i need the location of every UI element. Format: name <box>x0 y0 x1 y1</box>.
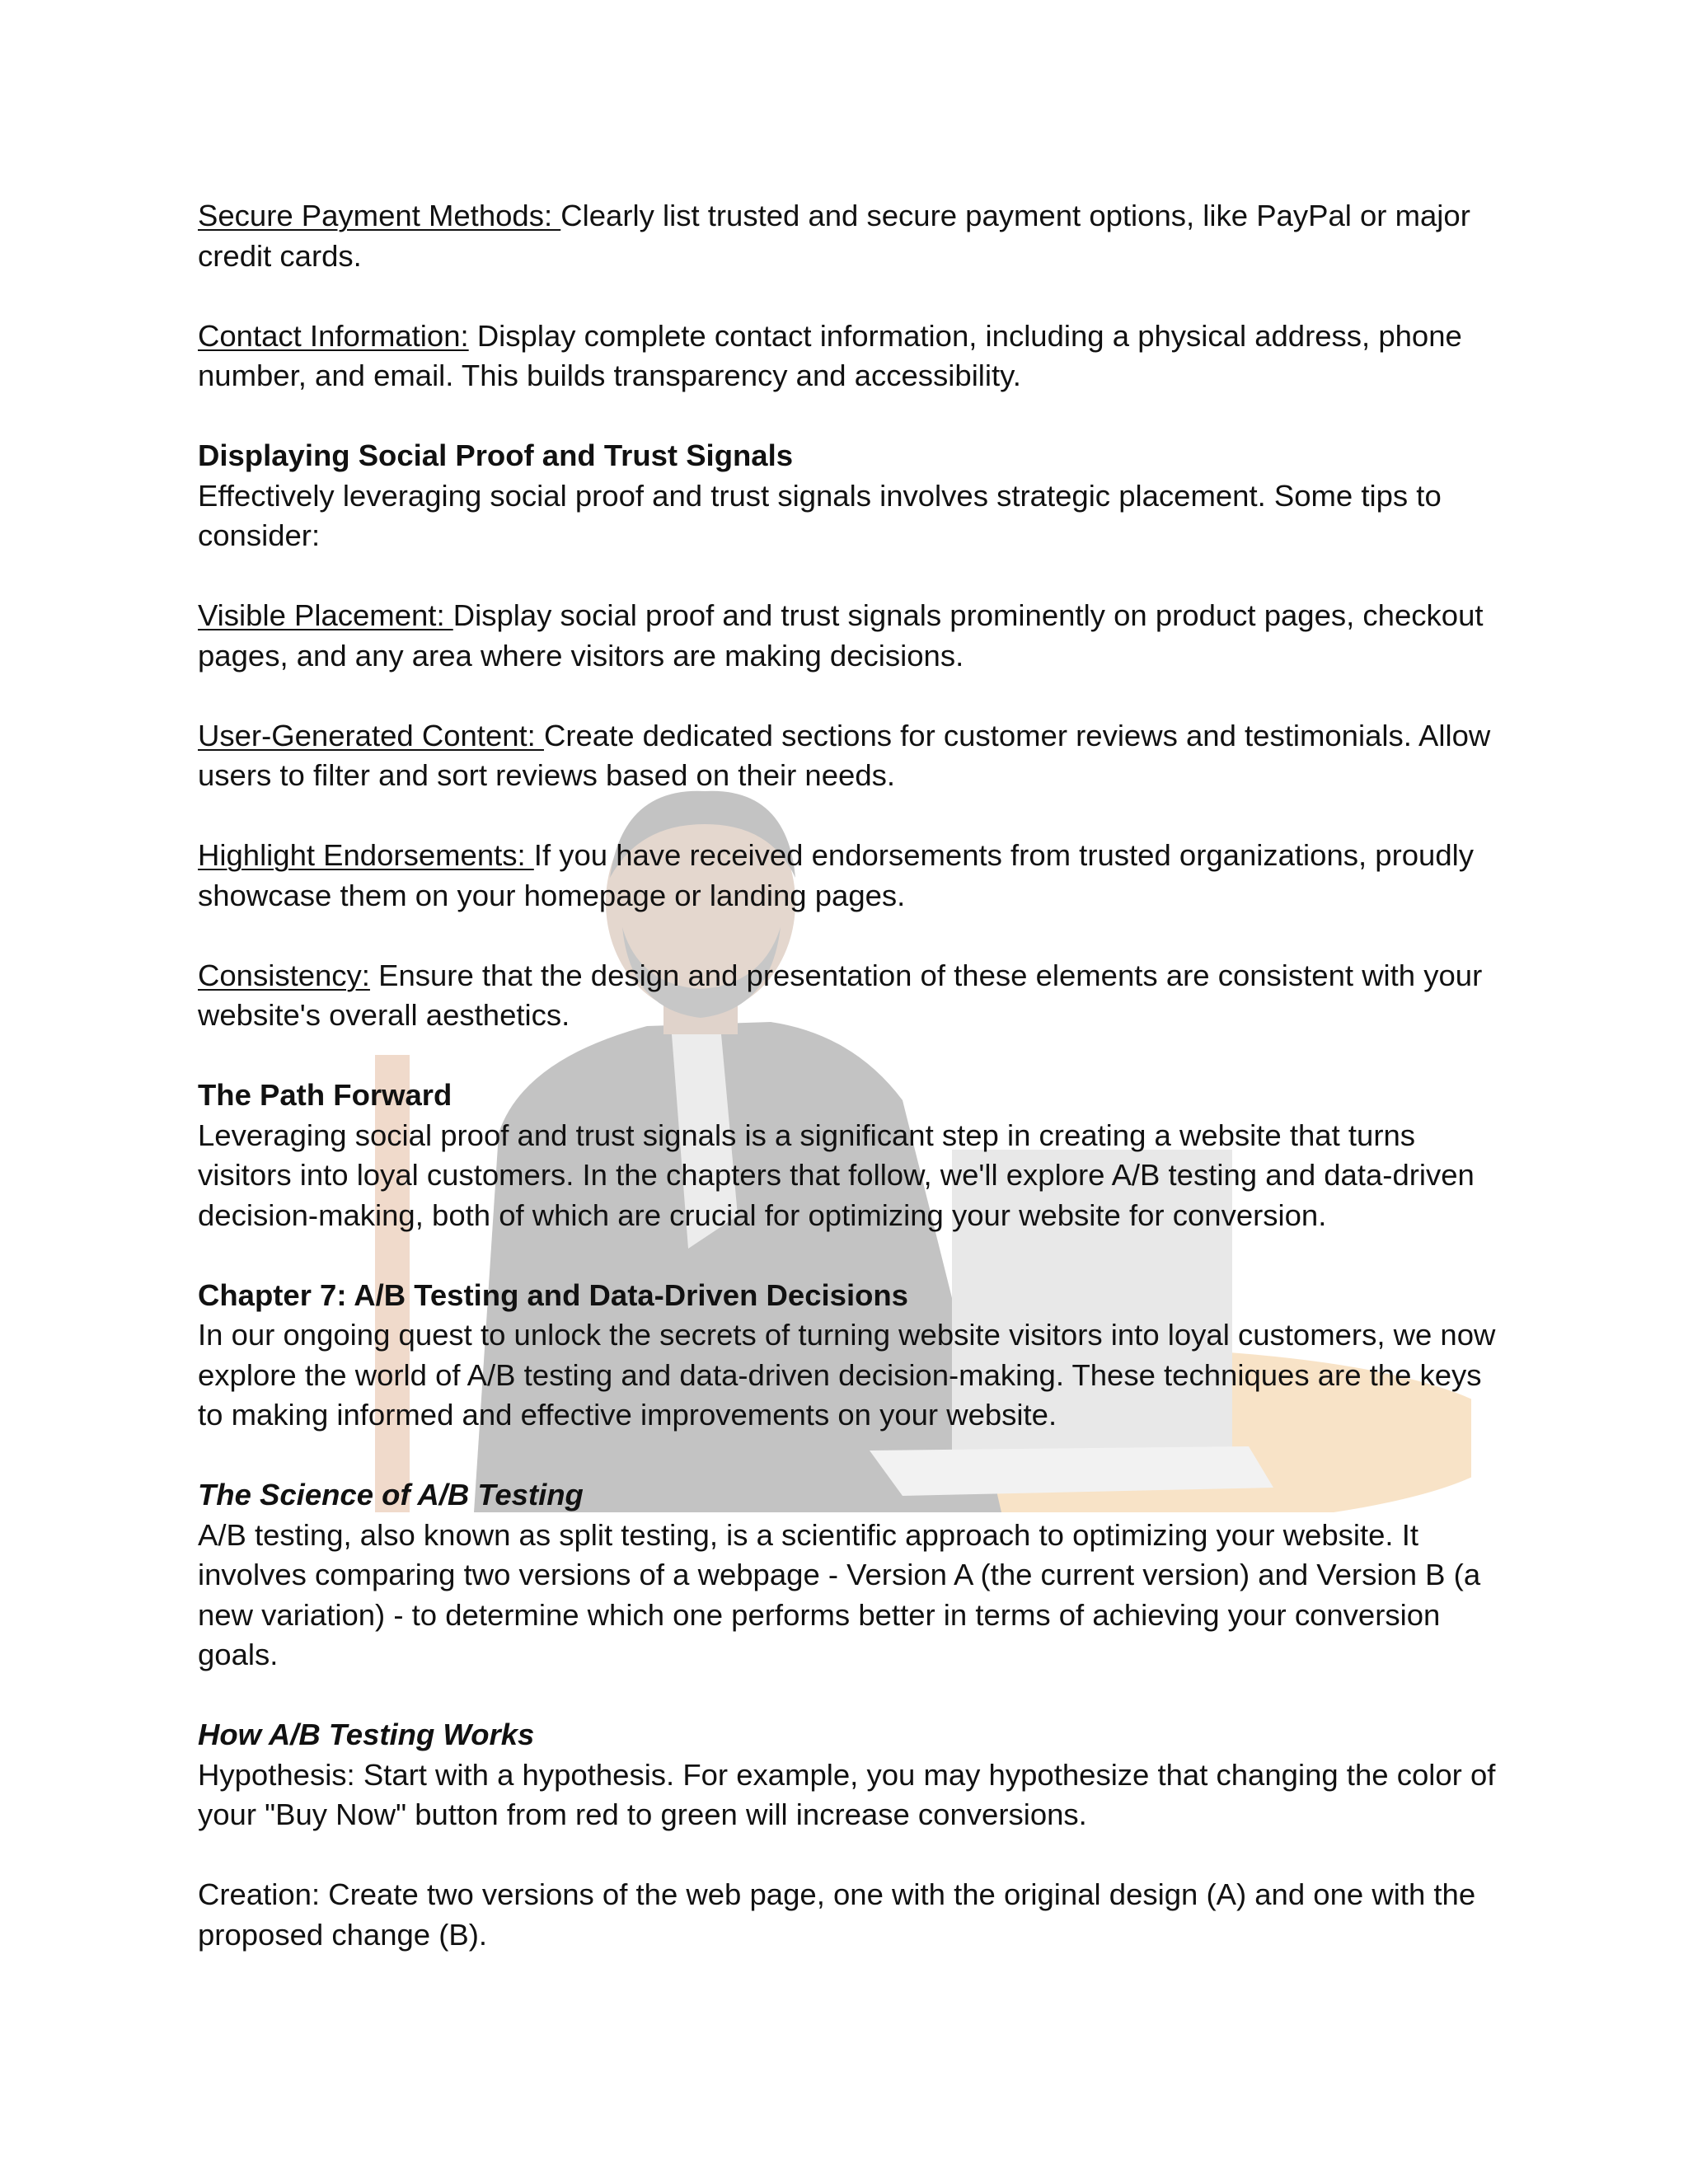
section-text: Leveraging social proof and trust signals is a significant step in creating a website that turns visitors into loyal customers. In the chapters that follow, we'll explore A/B testing and data-driven decision-making, both of which are crucial for optimizing your website for conversion. <box>198 1118 1475 1232</box>
definition-text <box>198 316 1500 396</box>
section-heading: Chapter 7: A/B Testing and Data-Driven Decisions <box>198 1277 908 1312</box>
definition-body: Display social proof and trust signals prominently on product pages, checkout pages, and any area where visitors are making decisions. <box>198 598 1484 673</box>
subsection-heading: The Science of A/B Testing <box>198 1478 584 1511</box>
section <box>198 1475 1500 1675</box>
section-text: In our ongoing quest to unlock the secrets of turning website visitors into loyal customers, we now explore the world of A/B testing and data-driven decision-making. These techniques are the keys to making informed and effective improvements on your website. <box>198 1318 1496 1432</box>
paragraph-text: Creation: Create two versions of the web page, one with the original design (A) and one with the proposed change (B). <box>198 1877 1476 1952</box>
section <box>198 1715 1500 1835</box>
document-body <box>198 196 1500 1995</box>
definition-paragraph <box>198 596 1500 676</box>
section-text: Hypothesis: Start with a hypothesis. For example, you may hypothesize that changing the color of your "Buy Now" button from red to green will increase conversions. <box>198 1757 1496 1831</box>
section <box>198 1276 1500 1436</box>
definition-paragraph <box>198 956 1500 1036</box>
definition-body: Create dedicated sections for customer reviews and testimonials. Allow users to filter and sort reviews based on their needs. <box>198 718 1491 792</box>
section-text: Effectively leveraging social proof and trust signals involves strategic placement. Some tips to consider: <box>198 478 1442 552</box>
definition-paragraph <box>198 716 1500 796</box>
definition-term: Secure Payment Methods: <box>198 199 561 232</box>
definition-text <box>198 716 1500 796</box>
section <box>198 436 1500 556</box>
definition-term: Visible Placement: <box>198 598 453 632</box>
definition-text <box>198 836 1500 916</box>
section-heading: The Path Forward <box>198 1078 452 1112</box>
section <box>198 1076 1500 1235</box>
definition-body: If you have received endorsements from trusted organizations, proudly showcase them on your homepage or landing pages. <box>198 838 1475 912</box>
section-heading: Displaying Social Proof and Trust Signals <box>198 438 794 472</box>
subsection-heading: How A/B Testing Works <box>198 1718 535 1751</box>
definition-body: Ensure that the design and presentation of these elements are consistent with your website's overall aesthetics. <box>198 958 1483 1032</box>
definition-text <box>198 196 1500 276</box>
definition-paragraph <box>198 316 1500 396</box>
definition-term: User-Generated Content: <box>198 718 544 752</box>
definition-body: Display complete contact information, including a physical address, phone number, and email. This builds transparency and accessibility. <box>198 318 1462 392</box>
definition-term: Highlight Endorsements: <box>198 838 534 872</box>
definition-text <box>198 596 1500 676</box>
definition-body: Clearly list trusted and secure payment options, like PayPal or major credit cards. <box>198 199 1470 273</box>
definition-text <box>198 956 1500 1036</box>
definition-term: Contact Information: <box>198 318 469 353</box>
definition-paragraph <box>198 836 1500 916</box>
section-text: A/B testing, also known as split testing, is a scientific approach to optimizing your website. It involves comparing two versions of a webpage - Version A (the current version) and Version B (a new variation) - to determine which one performs better in terms of achieving your conversion goals. <box>198 1517 1481 1671</box>
definition-term: Consistency: <box>198 958 370 992</box>
paragraph <box>198 1875 1500 1955</box>
definition-paragraph <box>198 196 1500 276</box>
